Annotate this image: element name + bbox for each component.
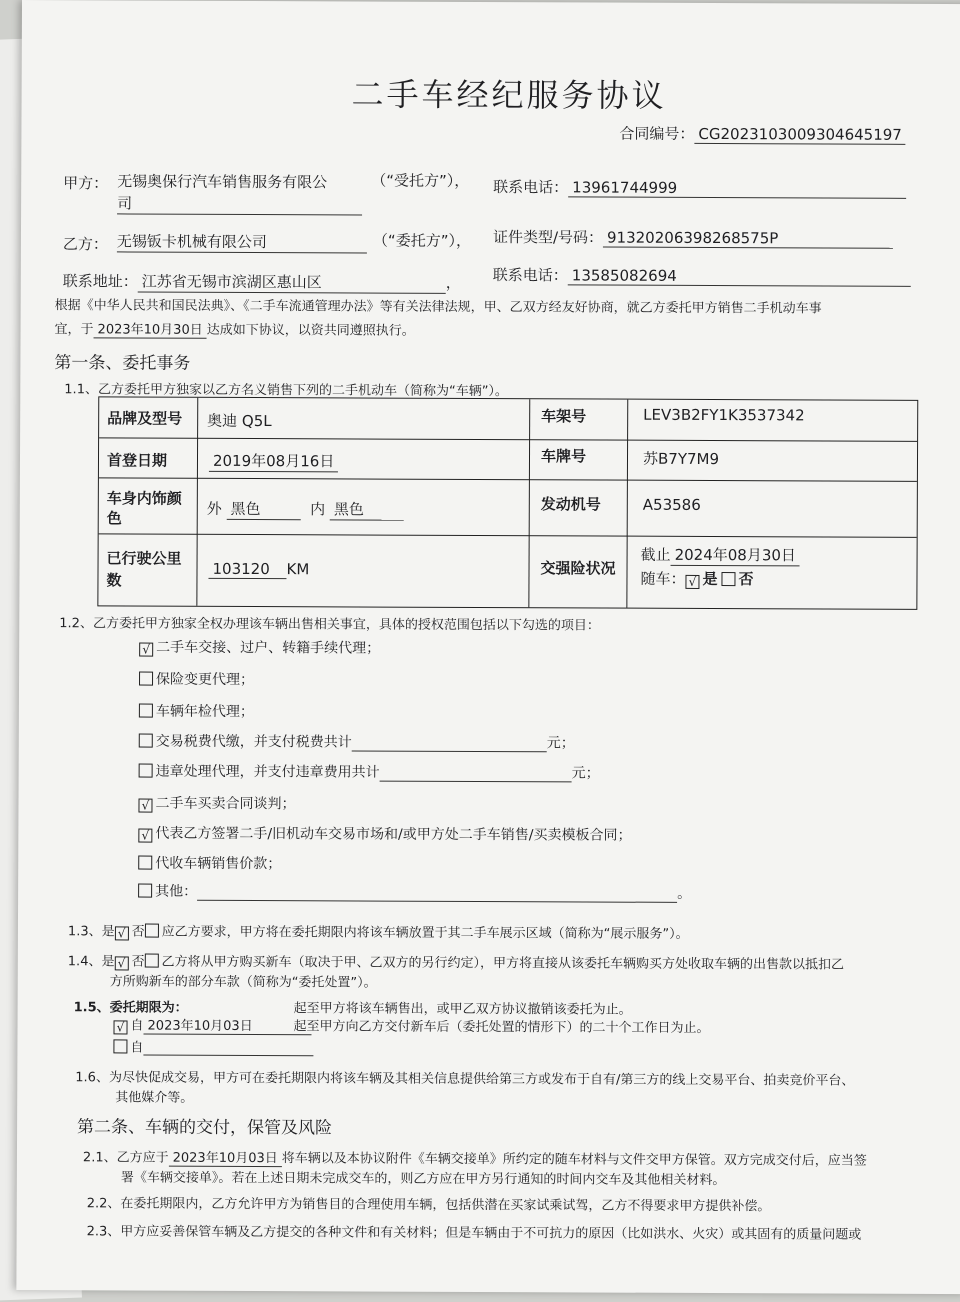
- no-label: 否: [738, 570, 754, 589]
- tax-yuan: 元；: [546, 735, 575, 752]
- mileage-unit: KM: [286, 560, 310, 579]
- intro-prefix: 宜，于: [54, 322, 94, 338]
- option-inspection-checkbox[interactable]: [139, 704, 153, 718]
- clause-2-2: 2.2、在委托期限内，乙方允许甲方为销售目的合理使用车辆，包括供潜在买家试乘试驾，乙方不得要求甲方提供补偿。: [86, 1196, 771, 1215]
- color-values: [207, 498, 404, 521]
- clause-1-4-yes-label: 是: [101, 954, 115, 970]
- clause-1-3: [68, 920, 689, 943]
- clause-1-5-label: 1.5、委托期限为：: [73, 1000, 188, 1016]
- term-option2-field[interactable]: [143, 1055, 313, 1057]
- with-car-label: 随车：: [640, 569, 686, 588]
- option-sign-contract: [138, 823, 631, 845]
- violation-amount-field[interactable]: [380, 781, 572, 783]
- option-inspection: [139, 701, 254, 722]
- option-sign-contract-checkbox[interactable]: √: [138, 829, 152, 843]
- option-insurance-checkbox[interactable]: [139, 672, 153, 686]
- mileage-label-line2: 数: [106, 571, 122, 590]
- ins-until-date: 2024年08月30日: [671, 544, 800, 567]
- id-label: 证件类型/号码：: [492, 228, 604, 247]
- option-insurance-label: 保险变更代理；: [156, 671, 255, 689]
- clause-1-4-no-checkbox[interactable]: [144, 954, 158, 968]
- clause-1-3-yes-checkbox[interactable]: √: [115, 926, 129, 940]
- address-value: 江苏省无锡市滨湖区惠山区: [138, 271, 446, 294]
- option-violation-label: 违章处理代理，并支付违章费用共计: [155, 763, 380, 781]
- option-insurance: [139, 669, 254, 690]
- term-option1-checkbox[interactable]: √: [113, 1020, 127, 1034]
- contract-number-label: 合同编号：: [619, 124, 695, 143]
- term-option2-checkbox[interactable]: [113, 1039, 127, 1053]
- color-label-line2: 色: [106, 509, 122, 528]
- party-b-phone: [493, 264, 911, 287]
- clause-1-1: 1.1、乙方委托甲方独家以乙方名义销售下列的二手机动车（简称为“车辆”）。: [64, 382, 508, 400]
- option-sign-contract-label: 代表乙方签署二手/旧机动车交易市场和/或甲方处二手车销售/买卖模板合同；: [155, 825, 632, 844]
- yes-label: 是: [702, 569, 718, 589]
- clause-2-3: 2.3、甲方应妥善保管车辆及乙方提交的各种文件和有关材料；但是车辆由于不可抗力的原因（比如洪水、火灾）或其固有的质量问题或: [86, 1224, 862, 1243]
- address-comma: ，: [445, 273, 461, 292]
- with-car-row: [640, 568, 753, 589]
- insurance-until: [641, 544, 800, 567]
- insurance-label: 交强险状况: [540, 559, 616, 578]
- clause-1-4-yes-checkbox[interactable]: √: [114, 956, 128, 970]
- clause-1-6-line2: 其他媒介等。: [115, 1090, 194, 1106]
- option-transfer: [139, 637, 380, 658]
- option-negotiation: [138, 793, 295, 814]
- clause-1-4-text1: 乙方将从甲方购买新车（取决于甲、乙双方的另行约定），甲方将直接从该委托车辆购买方处收取车辆的出售款以抵扣乙: [161, 954, 845, 973]
- option-negotiation-checkbox[interactable]: √: [138, 799, 152, 813]
- contract-number-value: CG2023103009304645197: [694, 125, 906, 145]
- delivery-date: 2023年10月03日: [169, 1147, 282, 1167]
- option-collect-payment-label: 代收车辆销售价款；: [155, 855, 282, 873]
- term-from-1: 自: [130, 1018, 144, 1034]
- clause-1-4-no-label: 否: [131, 954, 145, 970]
- clause-1-4-text2: 方所购新车的部分车款（简称为“委托处置”）。: [109, 974, 377, 991]
- intro-line1: 根据《中华人民共和国民法典》、《二手车流通管理办法》等有关法律法规，甲、乙双方经友好协商，就乙方委托甲方销售二手机动车事: [54, 298, 822, 317]
- plate-value: 苏B7Y7M9: [642, 449, 720, 469]
- clause-1-5-text1: 起至甲方将该车辆售出，或甲乙双方协议撤销该委托为止。: [293, 1001, 632, 1018]
- vin-label: 车架号: [541, 407, 587, 426]
- option-collect-payment: [138, 853, 281, 874]
- party-a-phone-value: 13961744999: [568, 178, 906, 198]
- mileage-value: 103120: [208, 560, 286, 579]
- clause-1-5-text2: 起至甲方向乙方交付新车后（委托处置的情形下）的二十个工作日为止。: [293, 1019, 710, 1037]
- vehicle-table: [97, 396, 918, 610]
- ext-prefix: 外: [206, 499, 222, 518]
- engine-label: 发动机号: [540, 495, 601, 514]
- phone-label-2: 联系电话：: [492, 266, 568, 285]
- party-a-phone: [493, 176, 906, 199]
- ins-until-prefix: 截止: [640, 545, 671, 564]
- reg-date-label: 首登日期: [106, 451, 168, 470]
- intro-line2: [55, 318, 415, 340]
- clause-1-4-no: 1.4、: [67, 954, 102, 970]
- option-collect-payment-checkbox[interactable]: [138, 856, 152, 870]
- other-end-mark: 。: [677, 885, 692, 902]
- engine-value: A53586: [642, 495, 701, 514]
- address: [63, 270, 461, 294]
- int-color: 黑色: [330, 498, 404, 520]
- option-inspection-label: 车辆年检代理；: [155, 703, 254, 721]
- plate-label: 车牌号: [540, 447, 587, 466]
- contract-page: [16, 0, 960, 1294]
- option-negotiation-label: 二手车买卖合同谈判；: [155, 795, 296, 813]
- party-b-label: 乙方：: [62, 235, 108, 254]
- option-tax-checkbox[interactable]: [139, 734, 153, 748]
- clause-1-3-no-checkbox[interactable]: [145, 924, 159, 938]
- other-field[interactable]: [197, 900, 677, 903]
- party-b-id-value: 91320206398268575P: [603, 229, 893, 249]
- section1-title: 第一条、委托事务: [54, 353, 191, 374]
- clause-2-1-line2: 署《车辆交接单》。若在上述日期未完成交车的，则乙方应在甲方另行通知的时间内交车及其他相关材料。: [120, 1170, 726, 1189]
- clause-1-3-text: 应乙方要求，甲方将在委托期限内将该车辆放置于其二手车展示区域（简称为“展示服务”）。: [161, 924, 689, 942]
- clause-1-5-option1: [113, 1014, 311, 1035]
- agreement-date: 2023年10月30日: [94, 318, 207, 338]
- brand-value: 奥迪 Q5L: [207, 411, 272, 431]
- clause-1-3-yes-label: 是: [101, 924, 115, 940]
- mileage-label-line1: 已行驶公里: [106, 549, 182, 568]
- brand-label: 品牌及型号: [107, 409, 183, 428]
- clause-1-2-intro: 1.2、乙方委托甲方独家全权办理该车辆出售相关事宜，具体的授权范围包括以下勾选的项目：: [59, 616, 600, 634]
- no-checkbox[interactable]: [721, 572, 735, 586]
- option-tax: [139, 731, 575, 753]
- clause-2-1-text1: 将车辆以及本协议附件《车辆交接单》所约定的随车材料与文件交甲方保管。双方完成交付后，应当签: [281, 1151, 867, 1169]
- option-other: [138, 881, 691, 903]
- tax-amount-field[interactable]: [352, 750, 547, 752]
- clause-1-3-no-label: 否: [131, 924, 145, 940]
- contract-number: [619, 123, 906, 145]
- int-prefix: 内: [310, 500, 326, 519]
- option-violation: [139, 761, 600, 783]
- document-title: 二手车经纪服务协议: [351, 75, 667, 115]
- term-from-2: 自: [130, 1040, 144, 1056]
- party-a-role: （“受托方”），: [371, 171, 470, 190]
- ext-color: 黑色: [227, 498, 301, 520]
- intro-suffix: 达成如下协议，以资共同遵照执行。: [206, 322, 415, 339]
- option-other-checkbox[interactable]: [138, 884, 152, 898]
- yes-checkbox[interactable]: √: [685, 575, 699, 589]
- clause-1-5-option2: [113, 1036, 313, 1056]
- party-b-id: [493, 226, 893, 249]
- option-transfer-label: 二手车交接、过户、转籍手续代理；: [156, 639, 381, 657]
- reg-date-value: 2019年08月16日: [209, 450, 338, 473]
- party-a-name-line1: 无锡奥保行汽车销售服务有限公: [117, 172, 328, 192]
- party-a-label: 甲方：: [63, 174, 109, 193]
- party-a-name-line2: 司: [117, 192, 362, 215]
- clause-1-3-no: 1.3、: [67, 924, 102, 940]
- phone-label: 联系电话：: [493, 178, 569, 197]
- option-tax-label: 交易税费代缴，并支付税费共计: [155, 733, 352, 751]
- option-transfer-checkbox[interactable]: √: [139, 643, 153, 657]
- party-b-role: （“委托方”），: [372, 231, 472, 250]
- mileage-values: [208, 560, 309, 579]
- option-violation-checkbox[interactable]: [139, 764, 153, 778]
- option-other-label: 其他：: [155, 883, 198, 900]
- clause-2-1-prefix: 2.1、乙方应于: [82, 1150, 169, 1166]
- clause-1-6-line1: 1.6、为尽快促成交易，甲方可在委托期限内将该车辆及其相关信息提供给第三方或发布于自有/第三方的线上交易平台、拍卖竞价平台、: [75, 1070, 855, 1089]
- address-label: 联系地址：: [62, 272, 138, 291]
- violation-yuan: 元；: [571, 765, 600, 782]
- section2-title: 第二条、车辆的交付，保管及风险: [77, 1117, 333, 1139]
- party-b-phone-value: 13585082694: [568, 266, 911, 286]
- color-label-line1: 车身内饰颜: [106, 489, 182, 508]
- vin-value: LEV3B2FY1K3537342: [643, 405, 805, 425]
- party-b-name: 无锡钣卡机械有限公司: [117, 230, 367, 253]
- term-start-date: 2023年10月03日: [144, 1015, 312, 1036]
